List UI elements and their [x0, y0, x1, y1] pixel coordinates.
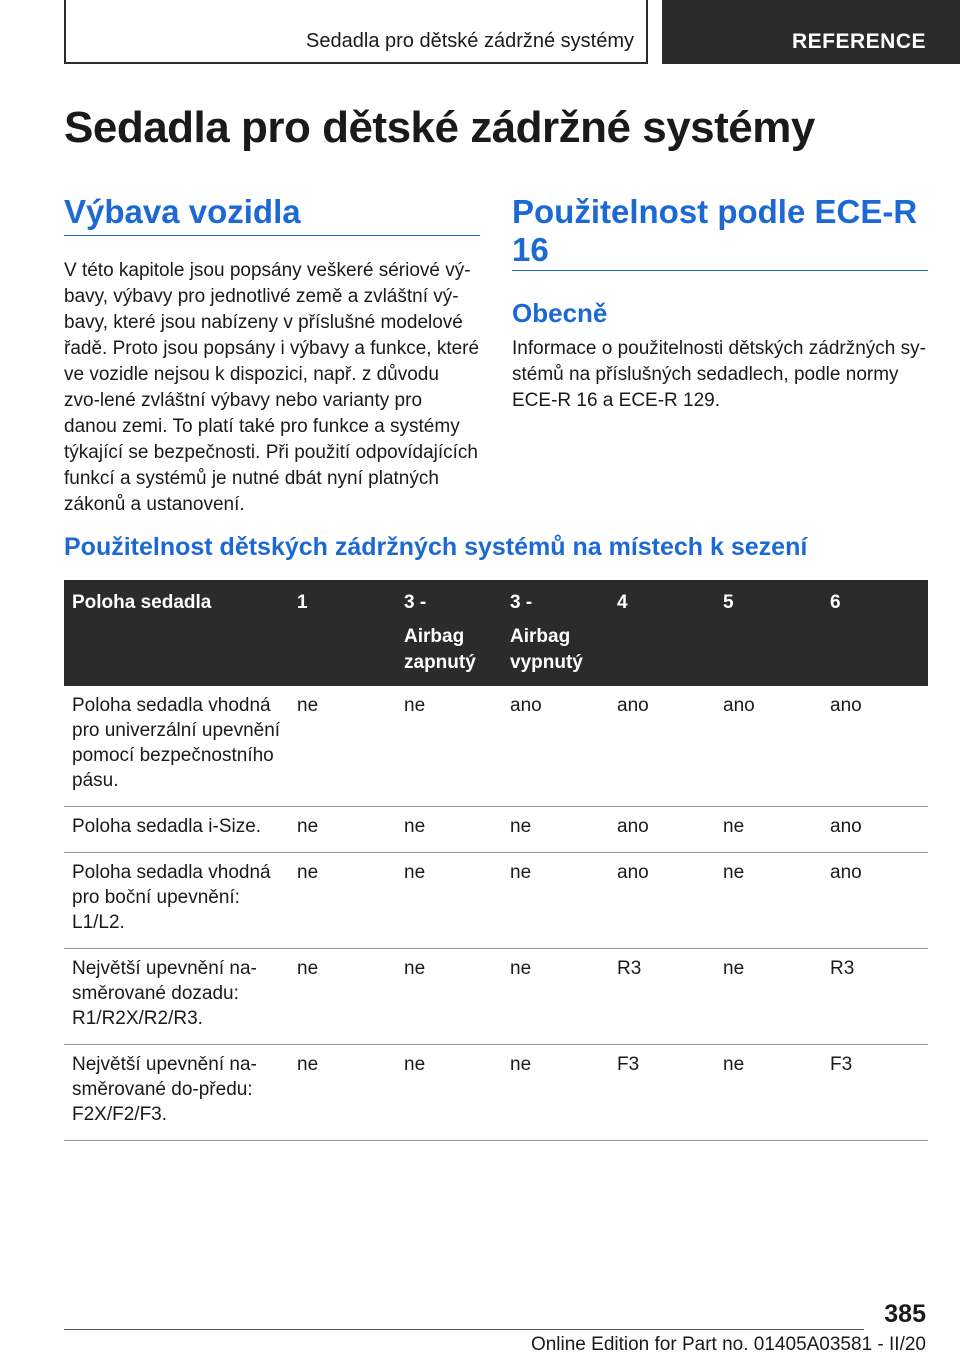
table-cell: Poloha sedadla i-Size. [64, 807, 289, 853]
table-row [64, 686, 928, 807]
header-cell: Poloha sedadla [64, 580, 289, 686]
table-cell: ano [822, 807, 928, 853]
header-cell: 3 - Airbag zapnutý [396, 580, 502, 686]
section-tab [662, 0, 960, 64]
section-rule-left [64, 235, 480, 236]
table-cell: F3 [609, 1045, 715, 1141]
table-cell: ne [396, 807, 502, 853]
table-cell: R3 [609, 949, 715, 1045]
section-rule-right [512, 270, 928, 271]
table-cell: ne [289, 853, 396, 949]
table-cell: ano [609, 853, 715, 949]
table-row [64, 949, 928, 1045]
running-header [64, 0, 648, 64]
table-cell: F3 [822, 1045, 928, 1141]
general-paragraph: Informace o použitelnosti dětských zádržných sy-stémů na příslušných sedadlech, podle normy ECE-R 16 a ECE-R 129. [512, 338, 926, 411]
table-cell: ano [609, 686, 715, 807]
table-cell: Největší upevnění na-směrované dozadu: R1/R2X/R2/R3. [64, 949, 289, 1045]
equipment-paragraph: V této kapitole jsou popsány veškeré sériové vý-bavy, výbavy pro jednotlivé země a zvláštní vý-bavy, které jsou nabízeny v příslušné modelové řadě. Proto jsou popsány i výbavy a funkce, které ve vozidle nejsou k dispozici, např. z důvodu zvo-lené zvláštní výbavy nebo varianty pro danou zemi. To platí také pro funkce a systémy týkající se bezpečnosti. Při použití odpovídajících funkcí a systémů je nutné dbát nyní platných zákonů a ustanovení. [64, 260, 480, 515]
seat-usability-table [64, 580, 928, 1141]
table-row [64, 1045, 928, 1141]
table-section-title: Použitelnost dětských zádržných systémů na místech k sezení [64, 533, 808, 561]
table-cell: ano [715, 686, 822, 807]
table-cell: ne [289, 1045, 396, 1141]
table-cell: ne [396, 1045, 502, 1141]
section-title-ece: Použitelnost podle ECE-R 16 [512, 193, 918, 268]
header-cell: 3 - Airbag vypnutý [502, 580, 609, 686]
table-cell: Největší upevnění na-směrované do-předu: F2X/F2/F3. [64, 1045, 289, 1141]
table-cell: ne [289, 686, 396, 807]
footer-edition: Online Edition for Part no. 01405A03581 - II/20 [530, 1334, 926, 1355]
table-cell: Poloha sedadla vhodná pro univerzální upevnění pomocí bezpečnostního pásu. [64, 686, 289, 807]
table-cell: ne [396, 853, 502, 949]
header-cell: 4 [609, 580, 715, 686]
footer-rule [64, 1329, 864, 1330]
table-cell: ne [396, 949, 502, 1045]
table-cell: ne [502, 949, 609, 1045]
table-cell: R3 [822, 949, 928, 1045]
table-cell: Poloha sedadla vhodná pro boční upevnění: L1/L2. [64, 853, 289, 949]
header-cell: 6 [822, 580, 928, 686]
table-cell: ne [715, 1045, 822, 1141]
table-cell: ano [609, 807, 715, 853]
table-cell: ne [502, 807, 609, 853]
table-cell: ano [822, 686, 928, 807]
table-cell: ne [289, 807, 396, 853]
table-cell: ne [715, 807, 822, 853]
page-number: 385 [884, 1300, 926, 1328]
subsection-title-general: Obecně [512, 298, 608, 328]
table-cell: ne [715, 949, 822, 1045]
table-cell: ano [822, 853, 928, 949]
table-cell: ne [715, 853, 822, 949]
page-title: Sedadla pro dětské zádržné systémy [64, 103, 815, 152]
table-cell: ne [396, 686, 502, 807]
section-title-equipment: Výbava vozidla [64, 193, 301, 230]
table-header-row [64, 580, 928, 686]
table-cell: ne [289, 949, 396, 1045]
table-row [64, 807, 928, 853]
header-cell: 1 [289, 580, 396, 686]
header-cell: 5 [715, 580, 822, 686]
section-tab-label: REFERENCE [791, 30, 926, 53]
table-cell: ne [502, 1045, 609, 1141]
table-row [64, 853, 928, 949]
table-cell: ano [502, 686, 609, 807]
table-cell: ne [502, 853, 609, 949]
running-header-title: Sedadla pro dětské zádržné systémy [306, 30, 634, 52]
